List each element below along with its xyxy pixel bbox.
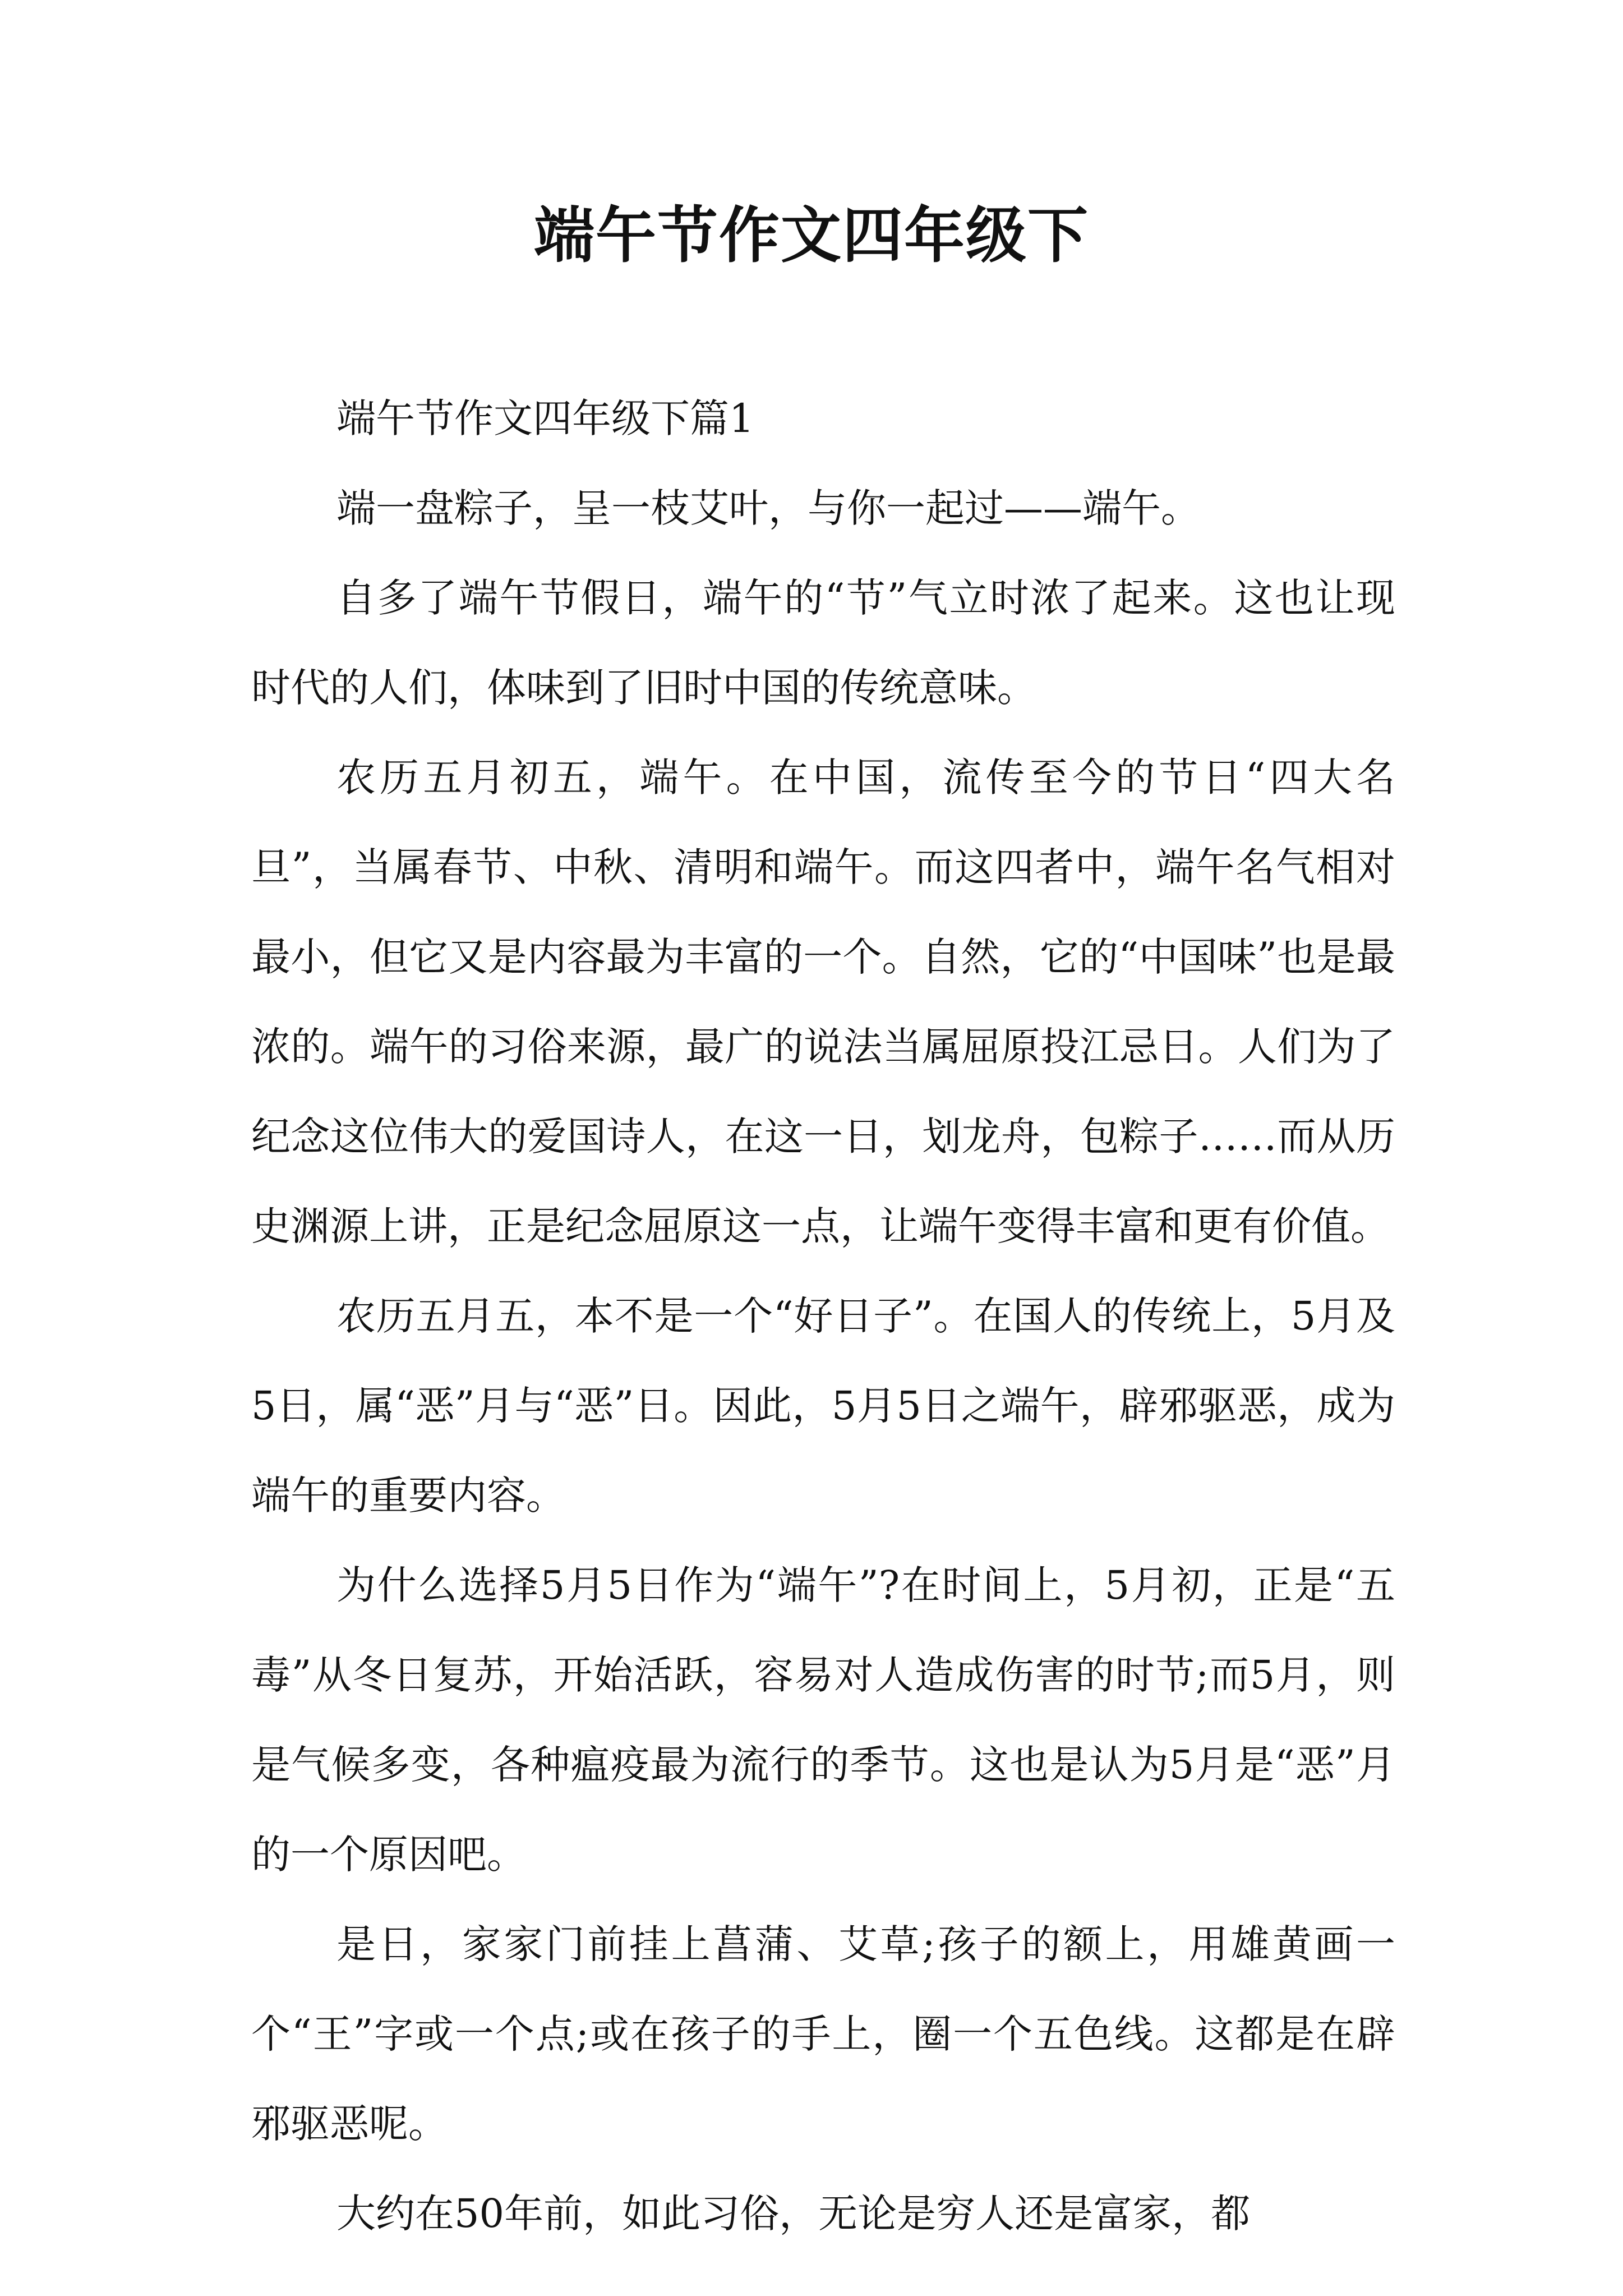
paragraph: 自多了端午节假日，端午的“节”气立时浓了起来。这也让现时代的人们，体味到了旧时中国的传统意味。 <box>251 575 1395 711</box>
document-body <box>251 374 1395 2258</box>
paragraph: 是日，家家门前挂上菖蒲、艾草;孩子的额上，用雄黄画一个“王”字或一个点;或在孩子的手上，圈一个五色线。这都是在辟邪驱恶呢。 <box>251 1921 1395 2147</box>
paragraph: 大约在50年前，如此习俗，无论是穷人还是富家，都 <box>336 2191 1251 2237</box>
paragraph: 端一盘粽子，呈一枝艾叶，与你一起过——端午。 <box>336 485 1200 531</box>
paragraph: 农历五月五，本不是一个“好日子”。在国人的传统上，5月及5日，属“恶”月与“恶”日。因此，5月5日之端午，辟邪驱恶，成为端午的重要内容。 <box>251 1293 1395 1519</box>
paragraph: 为什么选择5月5日作为“端午”?在时间上，5月初，正是“五毒”从冬日复苏，开始活跃，容易对人造成伤害的时节;而5月，则是气候多变，各种瘟疫最为流行的季节。这也是认为5月是“恶”月的一个原因吧。 <box>251 1562 1395 1878</box>
document-title: 端午节作文四年级下 <box>533 200 1089 271</box>
section-heading: 端午节作文四年级下篇1 <box>336 395 754 441</box>
paragraph: 农历五月初五，端午。在中国，流传至今的节日“四大名旦”，当属春节、中秋、清明和端午。而这四者中，端午名气相对最小，但它又是内容最为丰富的一个。自然，它的“中国味”也是最浓的。端午的习俗来源，最广的说法当属屈原投江忌日。人们为了纪念这位伟大的爱国诗人，在这一日，划龙舟，包粽子……而从历史渊源上讲，正是纪念屈原这一点，让端午变得丰富和更有价值。 <box>251 754 1395 1249</box>
